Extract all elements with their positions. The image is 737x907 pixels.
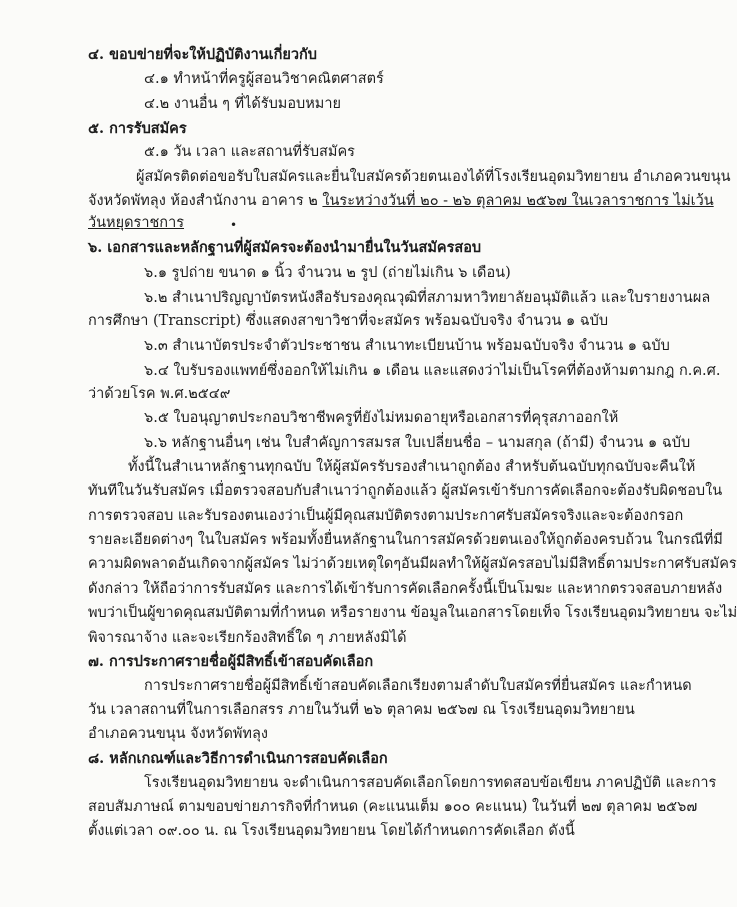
section-4-item-2: ๔.๒ งานอื่น ๆ ที่ได้รับมอบหมาย: [144, 96, 341, 112]
section-7-paragraph-line-2: วัน เวลาสถานที่ในการเลือกสรร ภายในวันที่ ๒๖ ตุลาคม ๒๕๖๗ ณ โรงเรียนอุดมวิทยายน: [88, 702, 635, 718]
section-6-note-line-8: พิจารณาจ้าง และจะเรียกร้องสิทธิ์ใด ๆ ภายหลังมิได้: [88, 630, 407, 646]
section-6-item-4-line-2: ว่าด้วยโรค พ.ศ.๒๕๔๙: [88, 386, 231, 402]
section-5-heading: ๕. การรับสมัคร: [88, 120, 187, 137]
section-6-note-line-4: รายละเอียดต่างๆ ในใบสมัคร พร้อมทั้งยื่นหลักฐานในการสมัครด้วยตนเองให้ถูกต้องครบถ้วน ในกรณีที่มี: [88, 532, 723, 548]
section-6-heading: ๖. เอกสารและหลักฐานที่ผู้สมัครจะต้องนำมายื่นในวันสมัครสอบ: [88, 239, 482, 256]
section-6-item-2-line-2: การศึกษา (Transcript) ซึ่งแสดงสาขาวิชาที่จะสมัคร พร้อมฉบับจริง จำนวน ๑ ฉบับ: [88, 313, 609, 329]
section-8-paragraph-line-3: ตั้งแต่เวลา ๐๙.๐๐ น. ณ โรงเรียนอุดมวิทยายน โดยได้กำหนดการคัดเลือก ดังนี้: [88, 823, 575, 839]
section-6-item-2-line-1: ๖.๒ สำเนาปริญญาบัตรหนังสือรับรองคุณวุฒิที่สภามหาวิทยาลัยอนุมัติแล้ว และใบรายงานผล: [144, 290, 711, 306]
section-6-note-line-1: ทั้งนี้ในสำเนาหลักฐานทุกฉบับ ให้ผู้สมัครรับรองสำเนาถูกต้อง สำหรับต้นฉบับทุกฉบับจะคืนให้: [128, 459, 696, 475]
section-7-heading: ๗. การประกาศรายชื่อผู้มีสิทธิ์เข้าสอบคัดเลือก: [88, 653, 374, 670]
section-6-item-4-line-1: ๖.๔ ใบรับรองแพทย์ซึ่งออกให้ไม่เกิน ๑ เดือน และแสดงว่าไม่เป็นโรคที่ต้องห้ามตามกฎ ก.ค.ศ.: [144, 363, 721, 379]
section-5-paragraph-line-3: วันหยุดราชการ: [88, 215, 185, 231]
section-6-note-line-6: ดังกล่าว ให้ถือว่าการรับสมัคร และการได้เข้ารับการคัดเลือกครั้งนี้เป็นโมฆะ และหากตรวจสอบภายหลัง: [88, 581, 723, 597]
section-7-paragraph-line-1: การประกาศรายชื่อผู้มีสิทธิ์เข้าสอบคัดเลือกเรียงตามลำดับใบสมัครที่ยื่นสมัคร และกำหนด: [144, 678, 692, 694]
section-6-item-3: ๖.๓ สำเนาบัตรประจำตัวประชาชน สำเนาทะเบียนบ้าน พร้อมฉบับจริง จำนวน ๑ ฉบับ: [144, 338, 670, 354]
section-5-sub-1: ๕.๑ วัน เวลา และสถานที่รับสมัคร: [144, 144, 355, 160]
section-5-paragraph-line-2: [88, 190, 714, 212]
section-6-note-line-3: การตรวจสอบ และรับรองตนเองว่าเป็นผู้มีคุณสมบัติตรงตามประกาศรับสมัครจริงและจะต้องกรอก: [88, 508, 684, 524]
section-6-note-line-7: พบว่าเป็นผู้ขาดคุณสมบัติตามที่กำหนด หรือรายงาน ข้อมูลในเอกสารโดยเท็จ โรงเรียนอุดมวิทยายน จะไม่: [88, 605, 737, 621]
section-6-item-6: ๖.๖ หลักฐานอื่นๆ เช่น ใบสำคัญการสมรส ใบเปลี่ยนชื่อ – นามสกุล (ถ้ามี) จำนวน ๑ ฉบับ: [144, 435, 691, 451]
section-4-item-1: ๔.๑ ทำหน้าที่ครูผู้สอนวิชาคณิตศาสตร์: [144, 71, 384, 87]
section-5-date-range: ในระหว่างวันที่ ๒๐ - ๒๖ ตุลาคม ๒๕๖๗ ในเวลาราชการ ไม่เว้น: [322, 193, 714, 209]
section-7-paragraph-line-3: อำเภอควนขนุน จังหวัดพัทลุง: [88, 726, 268, 742]
section-6-note-line-2: ทันทีในวันรับสมัคร เมื่อตรวจสอบกับสำเนาว่าถูกต้องแล้ว ผู้สมัครเข้ารับการคัดเลือกจะต้องรับผิดชอบใน: [88, 483, 723, 499]
section-4-heading: ๔. ขอบข่ายที่จะให้ปฏิบัติงานเกี่ยวกับ: [88, 46, 317, 63]
section-8-paragraph-line-1: โรงเรียนอุดมวิทยายน จะดำเนินการสอบคัดเลือกโดยการทดสอบข้อเขียน ภาคปฏิบัติ และการ: [144, 775, 717, 791]
section-5-paragraph-line-1: ผู้สมัครติดต่อขอรับใบสมัครและยื่นใบสมัครด้วยตนเองได้ที่โรงเรียนอุดมวิทยายน อำเภอควนขนุน: [136, 169, 731, 185]
section-6-note-line-5: ความผิดพลาดอันเกิดจากผู้สมัคร ไม่ว่าด้วยเหตุใดๆอันมีผลทำให้ผู้สมัครสอบไม่มีสิทธิ์ตามประกาศรับสมัคร: [88, 556, 737, 572]
section-8-paragraph-line-2: สอบสัมภาษณ์ ตามขอบข่ายภารกิจที่กำหนด (คะแนนเต็ม ๑๐๐ คะแนน) ในวันที่ ๒๗ ตุลาคม ๒๕๖๗: [88, 799, 698, 815]
section-5-location: จังหวัดพัทลุง ห้องสำนักงาน อาคาร ๒: [88, 193, 323, 209]
section-8-heading: ๘. หลักเกณฑ์และวิธีการดำเนินการสอบคัดเลือก: [88, 750, 388, 767]
section-6-item-5: ๖.๕ ใบอนุญาตประกอบวิชาชีพครูที่ยังไม่หมดอายุหรือเอกสารที่คุรุสภาออกให้: [144, 410, 619, 426]
section-6-item-1: ๖.๑ รูปถ่าย ขนาด ๑ นิ้ว จำนวน ๒ รูป (ถ่ายไม่เกิน ๖ เดือน): [144, 265, 511, 281]
stray-dot: •: [230, 218, 238, 232]
